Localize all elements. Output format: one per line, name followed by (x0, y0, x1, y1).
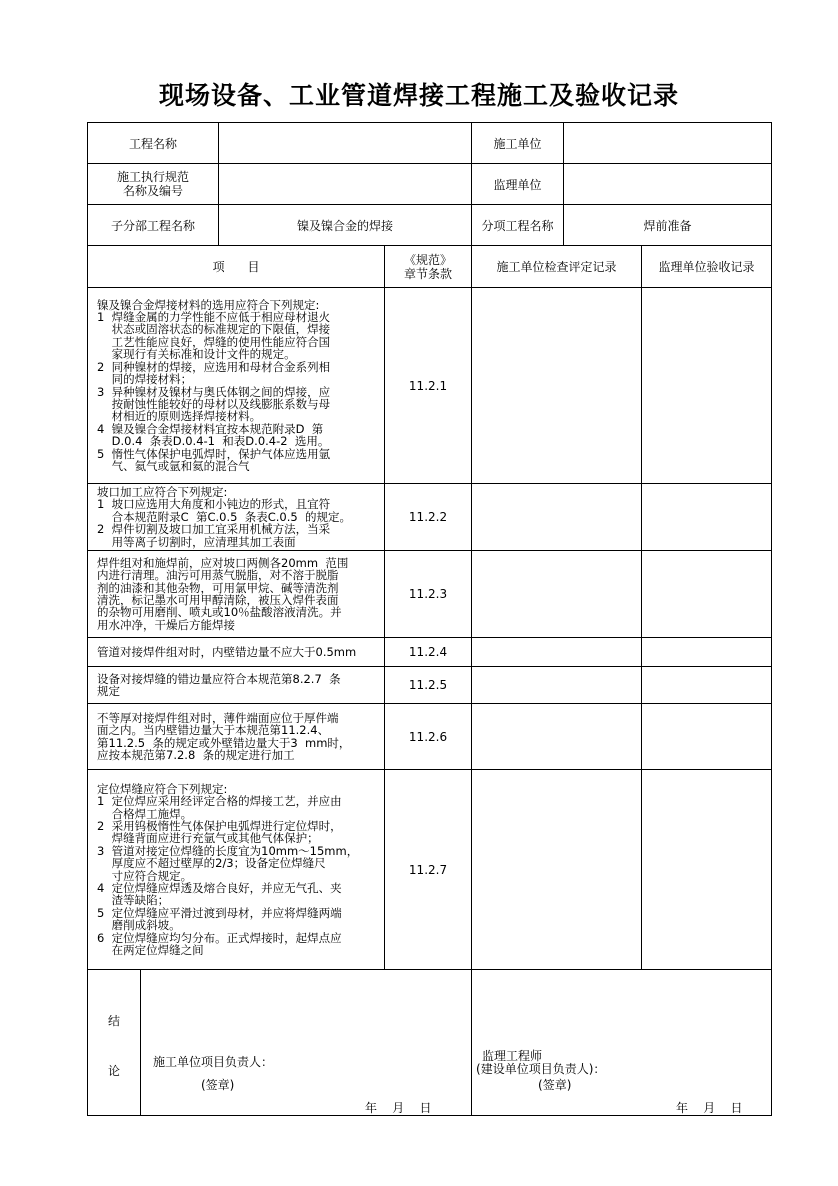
conclusion-label-char1: 结 (108, 1014, 121, 1029)
spec-clause-code: 11.2.3 (385, 551, 472, 638)
item-text-line: 磨削成斜坡。 (97, 918, 181, 933)
item-description-cell (88, 667, 385, 704)
project-name-label: 工程名称 (88, 123, 219, 164)
supervision-date-label: 年 月 日 (676, 1101, 743, 1116)
col-spec-header-line1: 《规范》 (404, 252, 453, 267)
item-text-line: 设备对接焊缝的错边量应符合本规范第8.2.7 条 (97, 671, 341, 686)
table-row (88, 704, 772, 770)
header-row-spec (88, 164, 772, 205)
item-text-line: 2 采用钨极惰性气体保护电弧焊进行定位焊时， (97, 818, 342, 833)
item-description-cell (88, 704, 385, 770)
item-text-line: 第11.2.5 条的规定或外壁错边量大于3 mm时， (97, 735, 351, 750)
table-row (88, 638, 772, 667)
table-row (88, 484, 772, 551)
page-title: 现场设备、工业管道焊接工程施工及验收记录 (158, 81, 679, 110)
item-text-line: 渣等缺陷； (97, 893, 170, 908)
construction-seal-label: (签章) (201, 1078, 235, 1093)
item-text-line: 1 坡口应选用大角度和小钝边的形式，且宜符 (97, 497, 331, 512)
item-description-cell (88, 638, 385, 667)
col-item-header: 项 目 (88, 246, 385, 288)
supervision-accept-record[interactable] (642, 770, 772, 970)
item-project-value[interactable]: 焊前准备 (564, 205, 772, 246)
supervision-accept-record[interactable] (642, 667, 772, 704)
item-text-line: 按耐蚀性能较好的母材以及线膨胀系数与母 (97, 396, 331, 411)
item-description-cell (88, 288, 385, 484)
item-text-line: 状态或固溶状态的标准规定的下限值，焊接 (97, 322, 331, 337)
item-text-line: 用等离子切割时，应清理其加工表面 (97, 534, 296, 549)
conclusion-row (88, 970, 772, 1116)
item-text-line: 内进行清理。油污可用蒸气脱脂，对不溶于脱脂 (97, 568, 339, 583)
item-text-line: 3 管道对接定位焊缝的长度宜为10mm～15mm， (97, 843, 359, 858)
item-text-line: 焊件组对和施焊前，应对坡口两侧各20mm 范围 (97, 555, 349, 570)
item-text-line: 2 焊件切割及坡口加工宜采用机械方法，当采 (97, 522, 331, 537)
sub-project-value[interactable]: 镍及镍合金的焊接 (219, 205, 472, 246)
spec-clause-code: 11.2.7 (385, 770, 472, 970)
spec-clause-code: 11.2.1 (385, 288, 472, 484)
conclusion-label-cell (88, 970, 141, 1116)
construction-check-record[interactable] (472, 704, 642, 770)
item-text-line: 焊缝背面应进行充氩气或其他气体保护； (97, 831, 319, 846)
item-description-cell (88, 551, 385, 638)
construction-check-record[interactable] (472, 667, 642, 704)
item-description-cell (88, 484, 385, 551)
item-text-line: 用水冲净，干燥后方能焊接 (97, 617, 235, 632)
construction-unit-field[interactable] (564, 123, 772, 164)
spec-clause-code: 11.2.5 (385, 667, 472, 704)
col-spec-header (385, 246, 472, 288)
item-text-line: D.0.4 条表D.0.4-1 和表D.0.4-2 选用。 (97, 434, 330, 449)
spec-field[interactable] (219, 164, 472, 205)
supervision-responsible-label: (建设单位项目负责人)： (476, 1062, 606, 1077)
supervision-accept-record[interactable] (642, 288, 772, 484)
item-text-line: 定位焊缝应符合下列规定: (97, 781, 228, 796)
item-text-line: 材相近的原则选择焊接材料。 (97, 409, 262, 424)
construction-date-label: 年 月 日 (365, 1101, 432, 1116)
table-row (88, 551, 772, 638)
header-row-project (88, 123, 772, 164)
table-row (88, 288, 772, 484)
item-text-line: 气、氦气或氩和氦的混合气 (97, 458, 250, 473)
item-text-line: 的杂物可用磨削、喷丸或10％盐酸溶液清洗。并 (97, 605, 342, 620)
table-row (88, 667, 772, 704)
item-text-line: 管道对接焊件组对时，内壁错边量不应大于0.5mm (97, 644, 357, 659)
item-text-line: 规定 (97, 684, 120, 699)
item-text-line: 1 定位焊应采用经评定合格的焊接工艺，并应由 (97, 794, 342, 809)
construction-conclusion-cell[interactable] (141, 970, 472, 1116)
item-text-line: 2 同种镍材的焊接，应选用和母材合金系列相 (97, 359, 331, 374)
construction-unit-label: 施工单位 (472, 123, 564, 164)
item-text-line: 不等厚对接焊件组对时，薄件端面应位于厚件端 (97, 710, 339, 725)
item-project-label: 分项工程名称 (472, 205, 564, 246)
supervision-seal-label: (签章) (538, 1078, 572, 1093)
spec-clause-code: 11.2.4 (385, 638, 472, 667)
item-text-line: 工艺性能应良好，焊缝的使用性能应符合国 (97, 334, 331, 349)
item-text-line: 4 镍及镍合金焊接材料宜按本规范附录D 第 (97, 421, 324, 436)
item-text-line: 寸应符合规定。 (97, 868, 193, 883)
conclusion-label-char2: 论 (108, 1064, 121, 1079)
item-text-line: 3 异种镍材及镍材与奥氏体钢之间的焊接，应 (97, 384, 331, 399)
spec-label-line1: 施工执行规范 (117, 170, 190, 184)
item-text-line: 5 惰性气体保护电弧焊时，保护气体应选用氩 (97, 446, 331, 461)
col-construction-check-header: 施工单位检查评定记录 (472, 246, 642, 288)
supervision-accept-record[interactable] (642, 638, 772, 667)
item-text-line: 6 定位焊缝应均匀分布。正式焊接时，起焊点应 (97, 930, 342, 945)
construction-check-record[interactable] (472, 551, 642, 638)
sub-project-label: 子分部工程名称 (88, 205, 219, 246)
item-text-line: 家现行有关标准和设计文件的规定。 (97, 347, 296, 362)
col-supervision-accept-header: 监理单位验收记录 (642, 246, 772, 288)
item-text-line: 5 定位焊缝应平滑过渡到母材，并应将焊缝两端 (97, 905, 342, 920)
item-text-line: 剂的油漆和其他杂物，可用氯甲烷、碱等清洗剂 (97, 580, 339, 595)
spec-clause-code: 11.2.2 (385, 484, 472, 551)
item-description-cell (88, 770, 385, 970)
supervision-conclusion-cell[interactable] (472, 970, 772, 1116)
supervision-accept-record[interactable] (642, 484, 772, 551)
item-text-line: 1 焊缝金属的力学性能不应低于相应母材退火 (97, 310, 331, 325)
project-name-field[interactable] (219, 123, 472, 164)
construction-check-record[interactable] (472, 770, 642, 970)
item-text-line: 应按本规范第7.2.8 条的规定进行加工 (97, 747, 295, 762)
item-text-line: 同的焊接材料； (97, 372, 193, 387)
main-record-table (87, 122, 772, 1116)
construction-check-record[interactable] (472, 484, 642, 551)
spec-label-line2: 名称及编号 (123, 184, 184, 198)
spec-clause-code: 11.2.6 (385, 704, 472, 770)
col-spec-header-line2: 章节条款 (404, 266, 453, 281)
column-header-row (88, 246, 772, 288)
inspection-rows (88, 288, 772, 970)
item-text-line: 厚度应不超过壁厚的2/3；设备定位焊缝尺 (97, 856, 326, 871)
item-text-line: 镍及镍合金焊接材料的选用应符合下列规定: (97, 297, 320, 312)
construction-responsible-label: 施工单位项目负责人： (153, 1055, 274, 1070)
header-row-subproject (88, 205, 772, 246)
item-text-line: 4 定位焊缝应焊透及熔合良好，并应无气孔、夹 (97, 880, 342, 895)
spec-label (88, 164, 219, 205)
supervision-engineer-label: 监理工程师 (482, 1049, 543, 1064)
item-text-line: 合本规范附录C 第C.0.5 条表C.0.5 的规定。 (97, 509, 352, 524)
item-text-line: 在两定位焊缝之间 (97, 942, 204, 957)
supervision-unit-field[interactable] (564, 164, 772, 205)
construction-check-record[interactable] (472, 288, 642, 484)
item-text-line: 坡口加工应符合下列规定: (97, 485, 228, 499)
supervision-accept-record[interactable] (642, 704, 772, 770)
supervision-accept-record[interactable] (642, 551, 772, 638)
item-text-line: 面之内。当内壁错边量大于本规范第11.2.4、 (97, 723, 330, 738)
item-text-line: 清洗，标记墨水可用甲醇清除，被压入焊件表面 (97, 593, 339, 608)
item-text-line: 合格焊工施焊。 (97, 806, 193, 821)
supervision-unit-label: 监理单位 (472, 164, 564, 205)
table-row (88, 770, 772, 970)
construction-check-record[interactable] (472, 638, 642, 667)
